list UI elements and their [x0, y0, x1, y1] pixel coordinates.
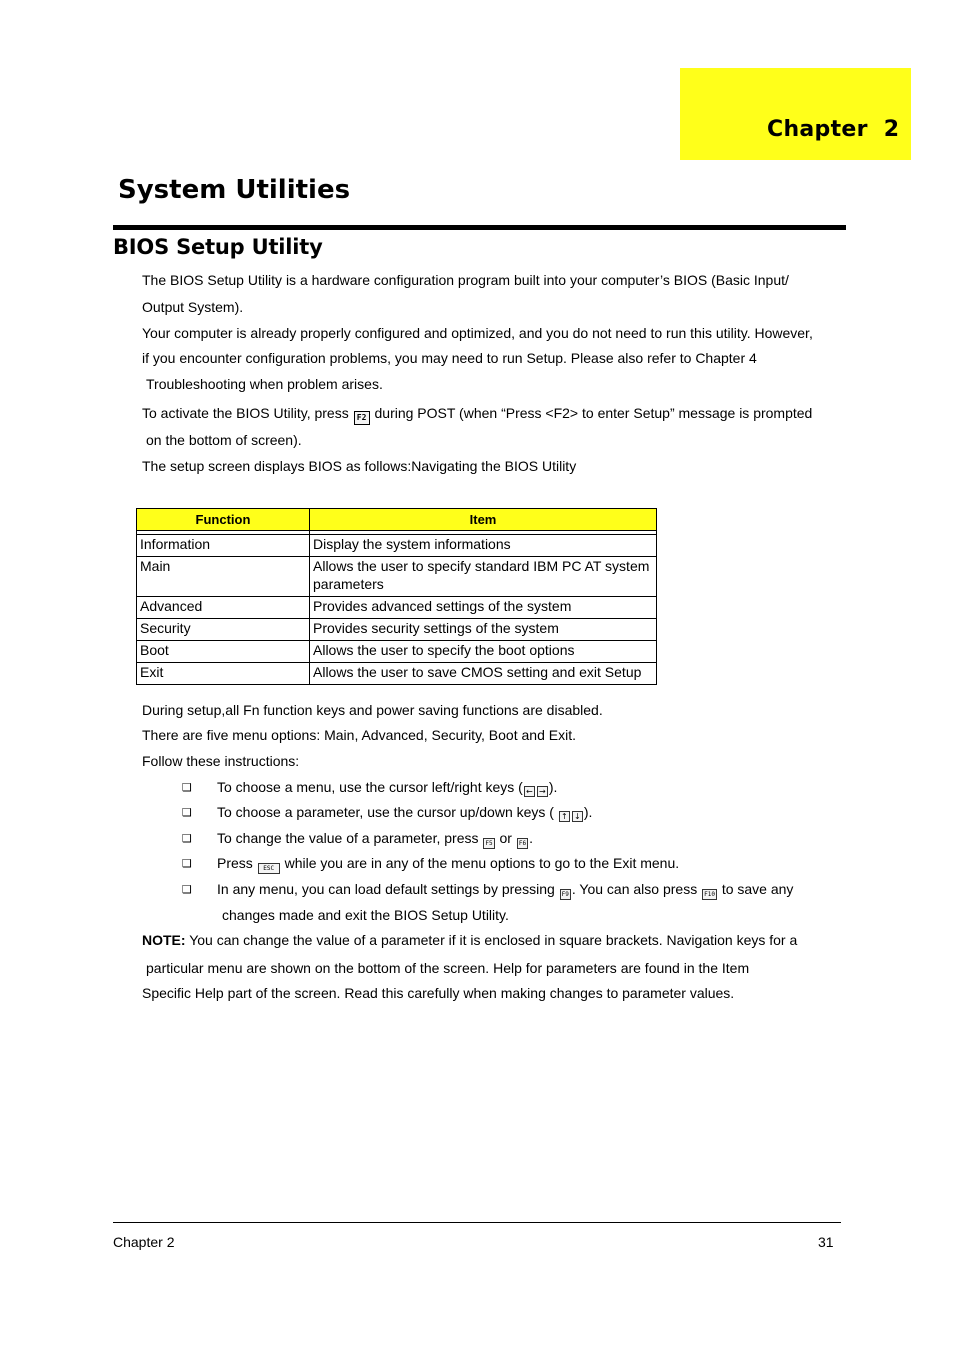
instruction-text: ). [548, 779, 558, 795]
instruction-text: . [529, 830, 533, 846]
intro-paragraph-line: Troubleshooting when problem arises. [146, 376, 383, 392]
instruction-text: . You can also press [571, 881, 698, 897]
table-row [137, 641, 657, 663]
activate-line-2: on the bottom of screen). [146, 432, 302, 448]
table-cell-item: Allows the user to specify standard IBM PC AT system parameters [310, 557, 657, 597]
note-line [142, 932, 797, 949]
table-cell-function: Advanced [137, 597, 310, 619]
instruction-text: To change the value of a parameter, press [217, 830, 479, 846]
note-text: You can change the value of a parameter if it is enclosed in square brackets. Navigation keys for a [189, 932, 798, 948]
instruction-parameter [217, 804, 592, 822]
table-cell-item: Allows the user to specify the boot options [310, 641, 657, 663]
table-cell-function: Main [137, 557, 310, 597]
table-row [137, 619, 657, 641]
bullet-icon: ❑ [182, 806, 192, 819]
intro-paragraph-line: Output System). [142, 299, 244, 315]
footer-chapter: Chapter 2 [113, 1234, 175, 1250]
chapter-label: Chapter 2 [767, 117, 900, 142]
activate-text: To activate the BIOS Utility, press [142, 405, 349, 421]
note-label: NOTE: [142, 932, 186, 948]
instruction-text: Press [217, 855, 253, 871]
instruction-text: while you are in any of the menu options to go to the Exit menu. [284, 855, 680, 871]
body-line: There are five menu options: Main, Advanced, Security, Boot and Exit. [142, 727, 576, 743]
footer-divider [113, 1222, 841, 1223]
footer-page-number: 31 [818, 1234, 834, 1250]
bullet-icon: ❑ [182, 857, 192, 870]
table-cell-item: Provides advanced settings of the system [310, 597, 657, 619]
table-cell-function: Information [137, 535, 310, 557]
intro-paragraph-line: The BIOS Setup Utility is a hardware configuration program built into your computer’s BIOS (Basic Input/ [142, 272, 789, 288]
instruction-default-cont: changes made and exit the BIOS Setup Utility. [222, 907, 509, 923]
table-row [137, 597, 657, 619]
instruction-text: In any menu, you can load default settings by pressing [217, 881, 555, 897]
activate-line [142, 405, 812, 425]
table-header-function: Function [137, 509, 310, 531]
intro-paragraph-line: Your computer is already properly configured and optimized, and you do not need to run this utility. However, [142, 325, 813, 341]
table-header-item: Item [310, 509, 657, 531]
right-arrow-key-icon: → [537, 786, 548, 797]
body-line: Follow these instructions: [142, 753, 300, 769]
bullet-icon: ❑ [182, 781, 192, 794]
table-row [137, 535, 657, 557]
f2-key-icon: F2 [354, 411, 370, 425]
table-row [137, 557, 657, 597]
table-cell-function: Security [137, 619, 310, 641]
body-line: During setup,all Fn function keys and power saving functions are disabled. [142, 702, 603, 718]
f9-key-icon: F9 [561, 891, 569, 898]
instruction-exit [217, 855, 679, 874]
instruction-value [217, 830, 533, 849]
instruction-default [217, 881, 793, 900]
instruction-text: ). [583, 804, 593, 820]
up-arrow-key-icon: ↑ [559, 811, 570, 822]
table-cell-item: Provides security settings of the system [310, 619, 657, 641]
table-cell-item: Display the system informations [310, 535, 657, 557]
section-heading: BIOS Setup Utility [113, 235, 323, 259]
bullet-icon: ❑ [182, 883, 192, 896]
table-cell-item: Allows the user to save CMOS setting and exit Setup [310, 663, 657, 685]
esc-key-icon: ESC [258, 863, 280, 874]
title-divider [113, 225, 846, 230]
instruction-text: To choose a menu, use the cursor left/right keys ( [217, 779, 523, 795]
instruction-text: to save any [721, 881, 794, 897]
intro-paragraph-line: if you encounter configuration problems, you may need to run Setup. Please also refer to Chapter 4 [142, 350, 757, 366]
instruction-text: To choose a parameter, use the cursor up/down keys ( [217, 804, 554, 820]
f10-key-icon: F10 [704, 891, 715, 898]
note-line: Specific Help part of the screen. Read this carefully when making changes to parameter values. [142, 985, 735, 1001]
f5-key-icon: F5 [485, 840, 493, 847]
left-arrow-key-icon: ← [524, 786, 535, 797]
page-title: System Utilities [118, 175, 351, 205]
f6-key-icon: F6 [518, 840, 527, 847]
chapter-tab [680, 68, 911, 160]
table-cell-function: Exit [137, 663, 310, 685]
instruction-text: or [499, 830, 512, 846]
bullet-icon: ❑ [182, 832, 192, 845]
table-cell-function: Boot [137, 641, 310, 663]
table-row [137, 663, 657, 685]
activate-text: during POST (when “Press <F2> to enter Setup” message is prompted [374, 405, 813, 421]
down-arrow-key-icon: ↓ [572, 811, 583, 822]
note-line: particular menu are shown on the bottom of the screen. Help for parameters are found in the Item [146, 960, 750, 976]
display-line: The setup screen displays BIOS as follows:Navigating the BIOS Utility [142, 458, 577, 474]
bios-function-table [136, 508, 657, 685]
instruction-menu [217, 779, 557, 797]
